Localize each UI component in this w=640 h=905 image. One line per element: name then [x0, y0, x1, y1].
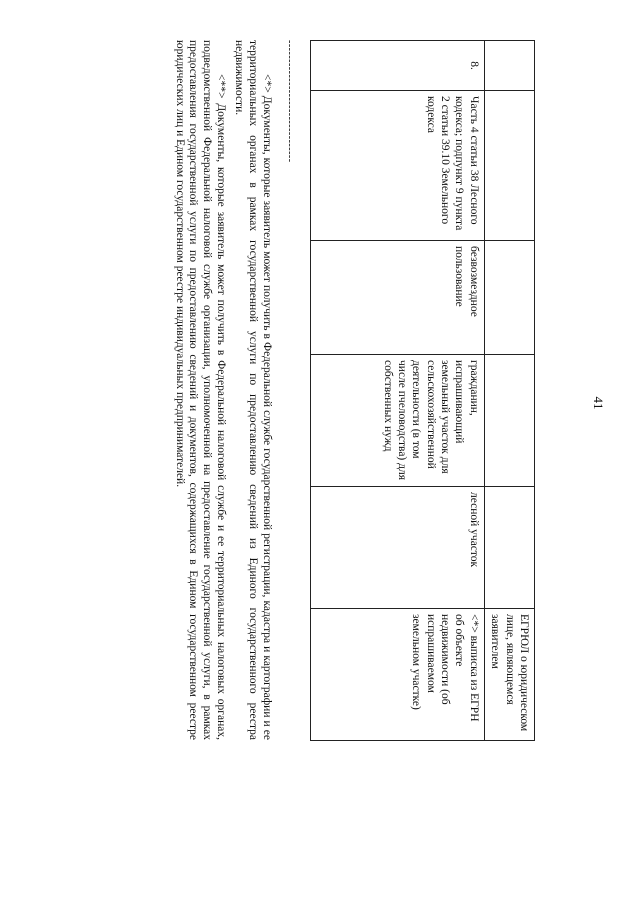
- cell-applicant: гражданин, испрашивающий земельный участок для сельскохозяйственной деятельности (в том числе пчеловодства) для собственных нужд: [311, 355, 485, 487]
- cell-right-type: [484, 241, 534, 355]
- table-row: [311, 41, 485, 741]
- footnote-text: <*> Документы, которые заявитель может получить в Федеральной службе государственной регистрации, кадастра и картографии и ее территориальных органах в рамках государственной услуги по предоставлению сведений из Единого государственного реестра недвижимости.: [233, 40, 273, 740]
- cell-number: [484, 41, 534, 91]
- rotated-page-content: [95, 40, 535, 740]
- page-number: 41: [591, 396, 606, 410]
- table-row: [484, 41, 534, 741]
- requirements-table: [310, 40, 535, 741]
- cell-documents: ЕГРЮЛ о юридическом лице, являющемся заявителем: [484, 609, 534, 741]
- cell-basis: Часть 4 статьи 38 Лесного кодекса; подпункт 9 пункта 2 статьи 39.10 Земельного кодекса: [311, 91, 485, 241]
- cell-object: [484, 487, 534, 609]
- cell-applicant: [484, 355, 534, 487]
- footnote-text: <**> Документы, которые заявитель может получить в Федеральной налоговой службе и ее территориальных налоговых органах, подведомственной Федеральной налоговой службе организации, уполномоченной на предоставление государственной услуги, в рамках предоставления государственной услуги по предоставлению сведений и документов, содержащихся в Едином государственном реестре юридических лиц и Едином государственном реестре индивидуальных предпринимателей.: [173, 40, 227, 740]
- footnote-egrn: [232, 40, 273, 740]
- cell-right-type: безвозмездное пользование: [311, 241, 485, 355]
- cell-object: лесной участок: [311, 487, 485, 609]
- footnote-tax: [172, 40, 227, 740]
- footnote-separator: --------------------------------: [284, 40, 295, 163]
- cell-number: 8.: [311, 41, 485, 91]
- cell-basis: [484, 91, 534, 241]
- cell-documents: <*> выписка из ЕГРН об объекте недвижимости (об испрашиваемом земельном участке): [311, 609, 485, 741]
